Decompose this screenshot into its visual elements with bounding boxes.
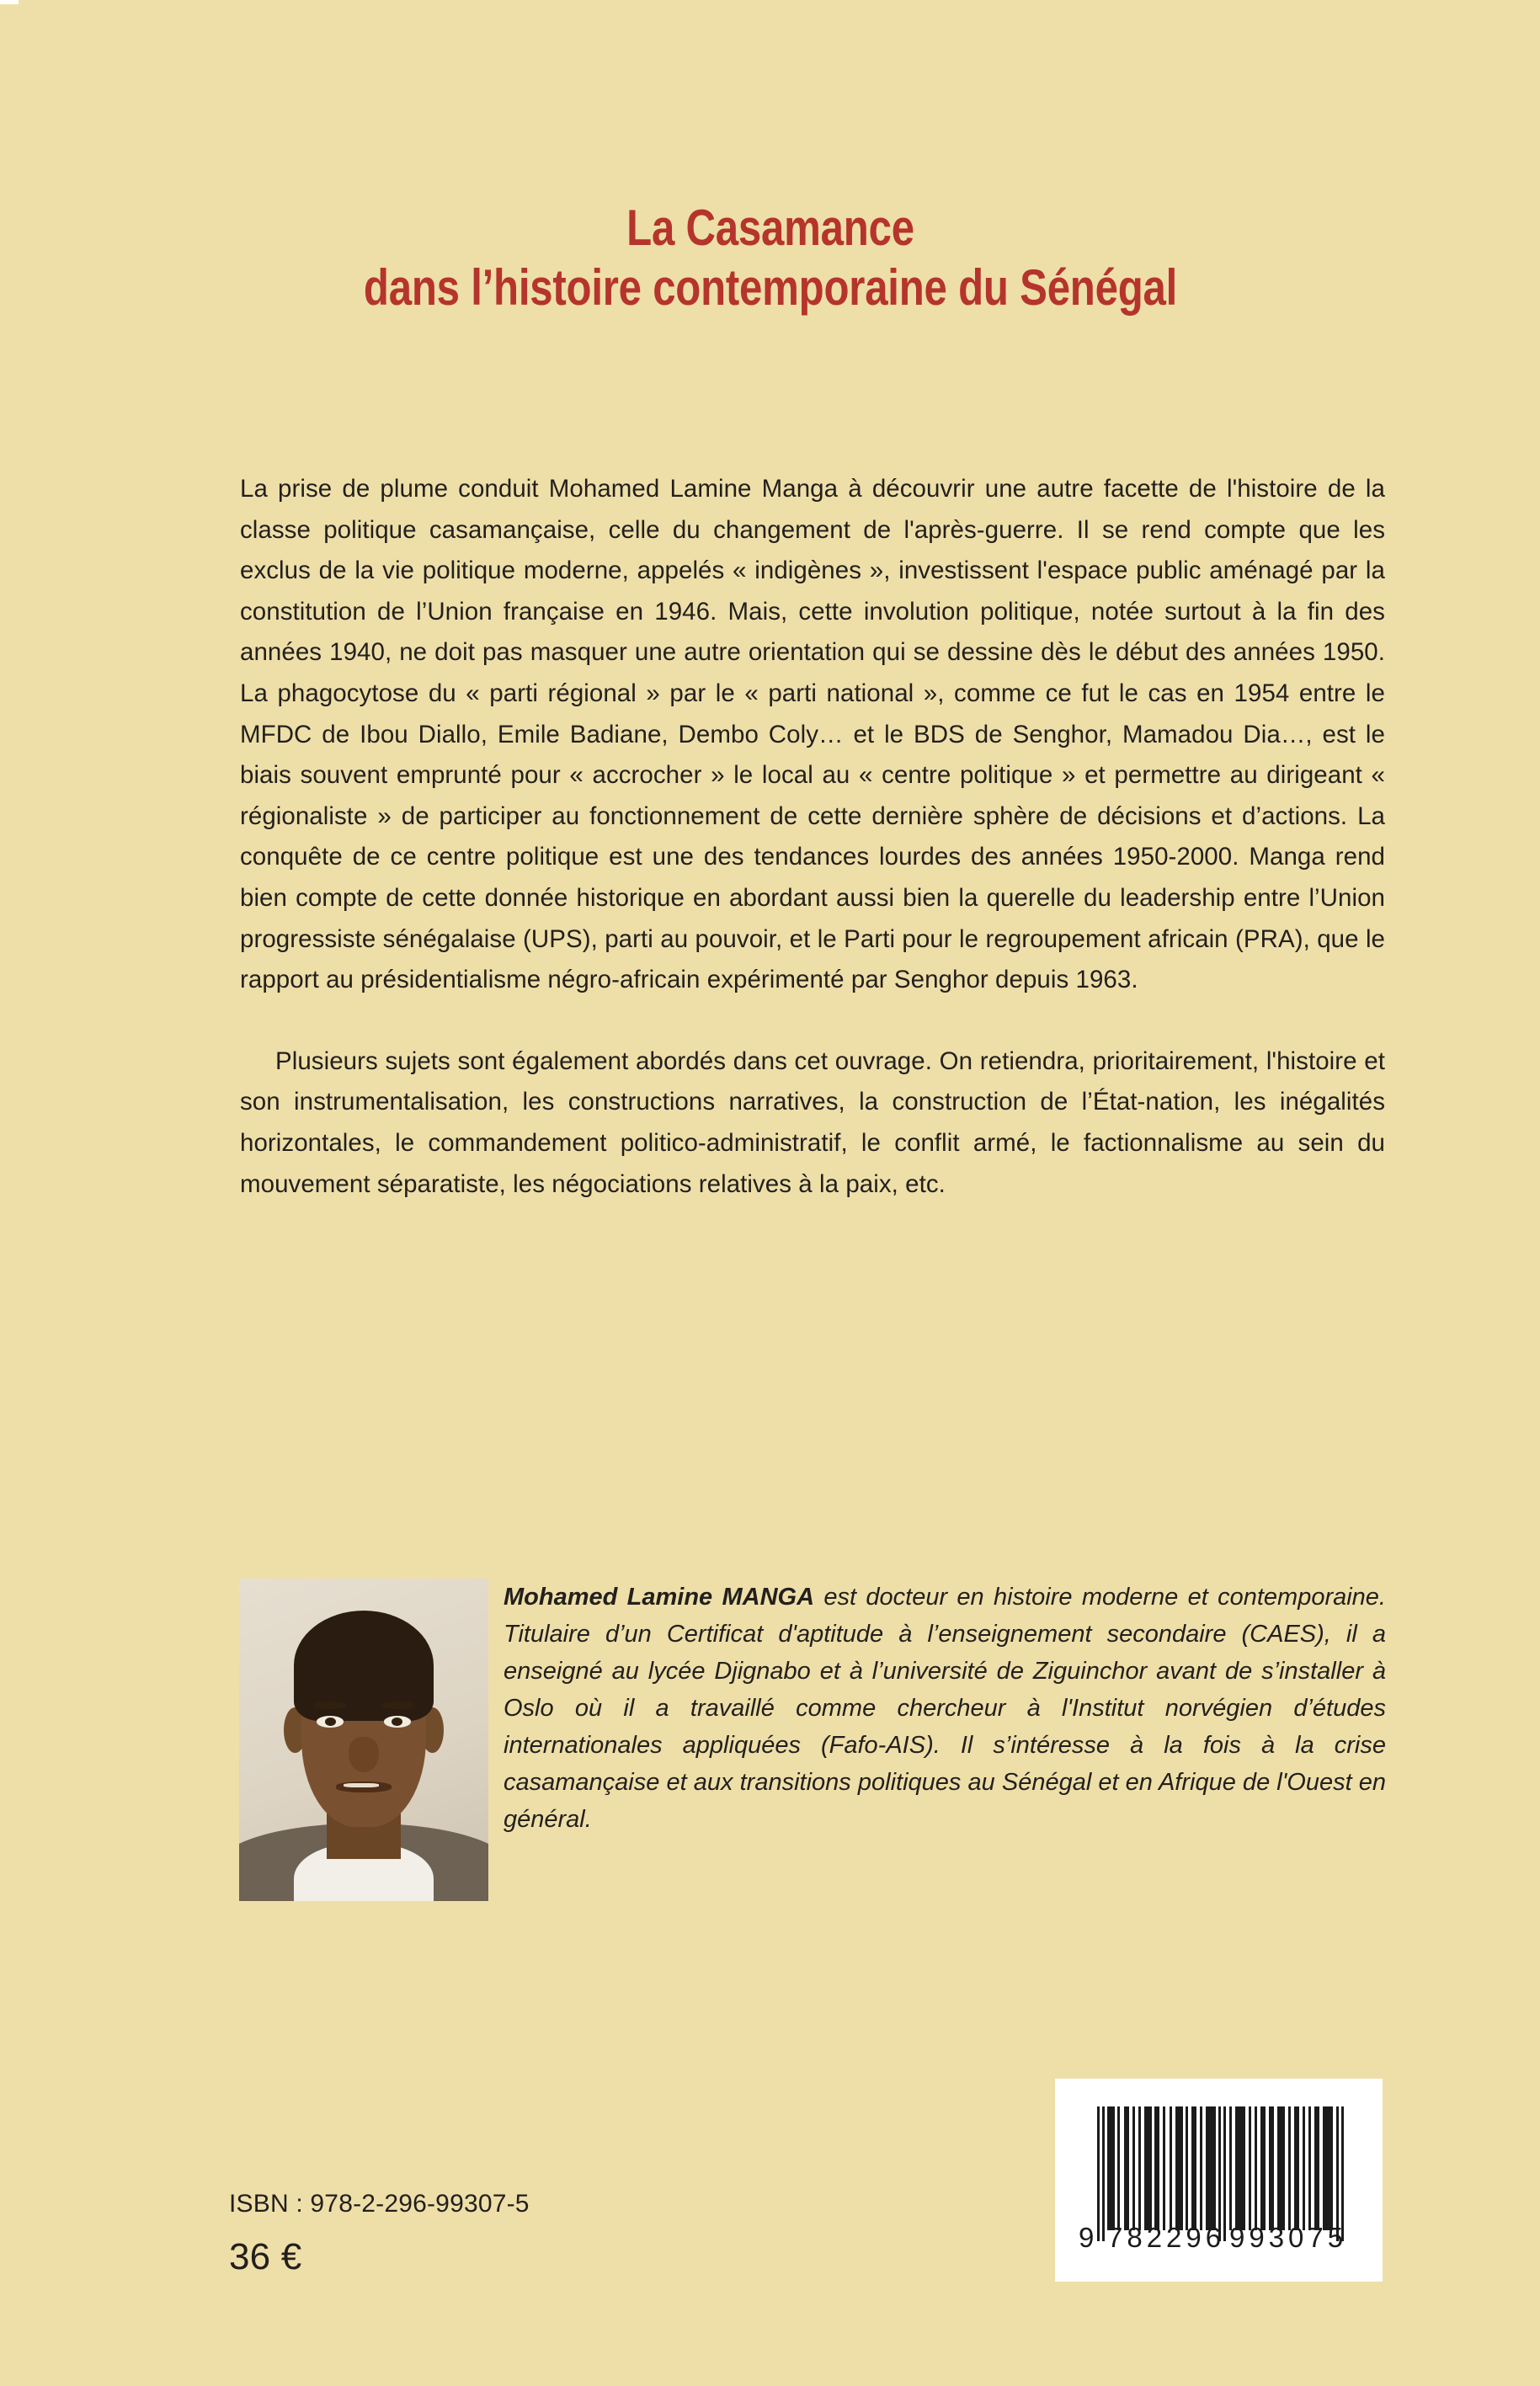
author-name: Mohamed Lamine MANGA <box>504 1584 815 1611</box>
portrait-eyebrow-right <box>381 1702 413 1709</box>
portrait-eyebrow-left <box>314 1702 346 1709</box>
isbn-barcode <box>1055 2079 1383 2282</box>
blurb-paragraph-1: La prise de plume conduit Mohamed Lamine Manga à découvrir une autre facette de l'histoire de la classe politique casamançaise, celle du changement de l'après-guerre. Il se rend compte que les exclus de la vie politique moderne, appelés « indigènes », investissent l'espace public aménagé par la constitution de l’Union française en 1946. Mais, cette involution politique, notée surtout à la fin des années 1940, ne doit pas masquer une autre orientation qui se dessine dès le début des années 1950. La phagocytose du « parti régional » par le « parti national », comme ce fut le cas en 1954 entre le MFDC de Ibou Diallo, Emile Badiane, Dembo Coly… et le BDS de Senghor, Mamadou Dia…, est le biais souvent emprunté pour « accrocher » le local au « centre politique » et permettre au dirigeant « régionaliste » de participer au fonctionnement de cette dernière sphère de décisions et d’actions. La conquête de ce centre politique est une des tendances lourdes des années 1950-2000. Manga rend bien compte de cette donnée historique en abordant aussi bien la querelle du leadership entre l’Union progressiste sénégalaise (UPS), parti au pouvoir, et le Parti pour le regroupement africain (PRA), que le rapport au présidentialisme négro-africain expérimenté par Senghor depuis 1963. <box>240 475 1385 994</box>
author-portrait-photo <box>239 1579 488 1901</box>
portrait-nose <box>349 1737 379 1772</box>
barcode-graphic <box>1055 2079 1383 2282</box>
barcode-digits-group-1: 782296 <box>1107 2222 1226 2253</box>
barcode-digit-left: 9 <box>1079 2222 1095 2253</box>
scan-corner-artifact <box>0 0 19 4</box>
title-line-1: La Casamance <box>626 200 914 256</box>
author-bio-text: est docteur en histoire moderne et contemporaine. Titulaire d’un Certificat d'aptitude à l’enseignement secondaire (CAES), il a enseigné au lycée Djignabo et à l’université de Ziguinchor avant de s’installer à Oslo où il a travaillé comme chercheur à l'Institut norvégien d’études internationales appliquées (Fafo-AIS). Il s’intéresse à la fois à la crise casamançaise et aux transitions politiques au Sénégal et en Afrique de l'Ouest en général. <box>504 1584 1386 1833</box>
portrait-pupil-left <box>325 1718 335 1726</box>
blurb-paragraph-2: Plusieurs sujets sont également abordés dans cet ouvrage. On retiendra, prioritairement, l'histoire et son instrumentalisation, les constructions narratives, la construction de l’État-nation, les inégalités horizontales, le commandement politico-administratif, le conflit armé, le factionnalisme au sein du mouvement séparatiste, les négociations relatives à la paix, etc. <box>240 1047 1385 1198</box>
portrait-teeth <box>344 1783 378 1787</box>
back-cover-blurb <box>240 469 1385 1205</box>
barcode-digits-group-2: 993075 <box>1229 2222 1348 2253</box>
isbn-text: ISBN : 978-2-296-99307-5 <box>229 2190 530 2218</box>
title-line-2: dans l’histoire contemporaine du Sénégal <box>363 258 1178 316</box>
page-title <box>135 199 1406 318</box>
price-text: 36 € <box>229 2236 302 2277</box>
author-block <box>239 1579 1386 1901</box>
